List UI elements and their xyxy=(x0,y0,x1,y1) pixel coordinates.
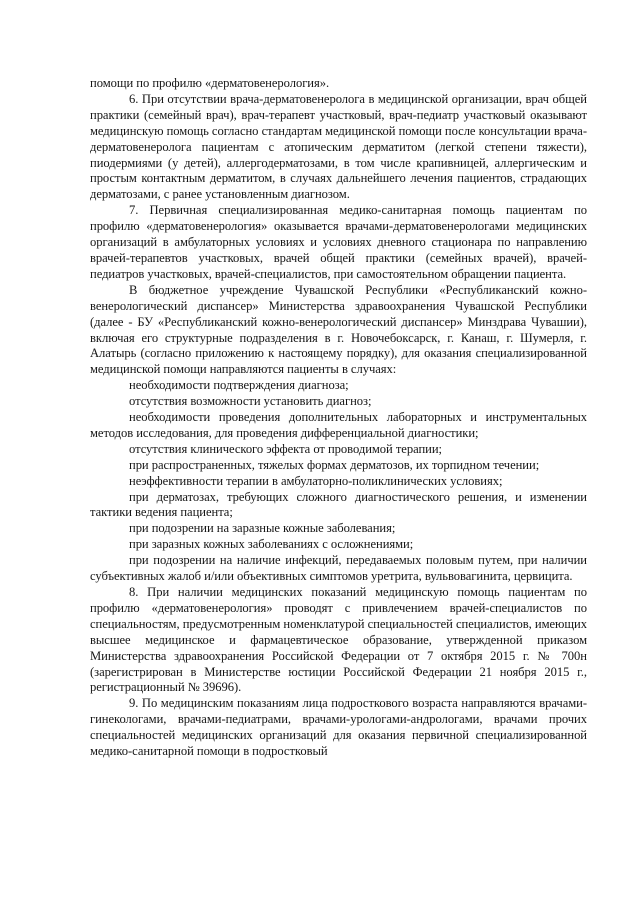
case-diagnosis-confirmation: необходимости подтверждения диагноза; xyxy=(129,378,349,393)
paragraph-continuation: помощи по профилю «дерматовенерология». xyxy=(90,76,330,90)
case-ineffective-therapy: неэффективности терапии в амбулаторно-поликлинических условиях; xyxy=(129,473,503,488)
case-suspected-sti: при подозрении на наличие инфекций, передаваемых половым путем, при наличии субъективных жалоб и/или объективных симптомов уретрита, вульвовагинита, цервицита. xyxy=(90,553,587,584)
case-severe-forms: при распространенных, тяжелых формах дерматозов, их торпидном течении; xyxy=(129,457,540,472)
paragraph-referral: В бюджетное учреждение Чувашской Республики «Республиканский кожно-венерологический диспансер» Министерства здравоохранения Чувашской Республики (далее - БУ «Республиканский кожно-венерологический диспансер» Минздрава Чувашии), включая его структурные подразделения в г. Новочебоксарск, г. Канаш, г. Шумерля, г. Алатырь (согласно приложению к настоящему порядку), для оказания специализированной медицинской помощи направляются пациенты в случаях: xyxy=(90,282,587,377)
case-contagious-complications: при заразных кожных заболеваниях с осложнениями; xyxy=(129,537,414,552)
paragraph-item-7: 7. Первичная специализированная медико-санитарная помощь пациентам по профилю «дерматовенерология» оказывается врачами-дерматовенерологами медицинских организаций в амбулаторных условиях и условиях дневного стационара по направлению врачей-терапевтов участковых, врачей общей практики (семейных врачей), врачей-педиатров участковых, врачей-специалистов, при самостоятельном обращении пациента. xyxy=(90,203,587,281)
case-suspected-contagious: при подозрении на заразные кожные заболевания; xyxy=(129,521,396,536)
paragraph-item-6: 6. При отсутствии врача-дерматовенеролога в медицинской организации, врач общей практики (семейный врач), врач-терапевт участковый, врач-педиатр участковый оказывают медицинскую помощь согласно стандартам медицинской помощи после консультации врача-дерматовенеролога пациентам с атопическим дерматитом (легкой степени тяжести), пиодермиями (у детей), аллергодерматозами, в том числе крапивницей, аллергическим и простым контактным дерматитом, в случаях дальнейшего лечения пациентов, страдающих дерматозами, с ранее установленным диагнозом. xyxy=(90,91,587,202)
paragraph-item-9: 9. По медицинским показаниям лица подросткового возраста направляются врачами-гинекологами, врачами-педиатрами, врачами-урологами-андрологами, врачами прочих специальностей медицинских организаций для оказания первичной специализированной медико-санитарной помощи в подростковый xyxy=(90,696,587,759)
paragraph-item-8: 8. При наличии медицинских показаний медицинскую помощь пациентам по профилю «дерматовенерология» проводят с привлечением врачей-специалистов по специальностям, предусмотренным номенклатурой специальностей специалистов, имеющих высшее медицинское и фармацевтическое образование, утвержденной приказом Министерства здравоохранения Российской Федерации от 7 октября 2015 г. № 700н (зарегистрирован в Министерстве юстиции Российской Федерации 21 ноября 2015 г., регистрационный № 39696). xyxy=(90,585,587,695)
case-no-diagnosis: отсутствия возможности установить диагноз; xyxy=(129,394,372,409)
case-additional-methods: необходимости проведения дополнительных лабораторных и инструментальных методов исследования, для проведения дифференциальной диагностики; xyxy=(90,410,587,440)
case-no-clinical-effect: отсутствия клинического эффекта от проводимой терапии; xyxy=(129,441,442,456)
case-complex-diagnosis: при дерматозах, требующих сложного диагностического решения, и изменении тактики ведения пациента; xyxy=(90,489,587,520)
document-page xyxy=(90,76,587,760)
